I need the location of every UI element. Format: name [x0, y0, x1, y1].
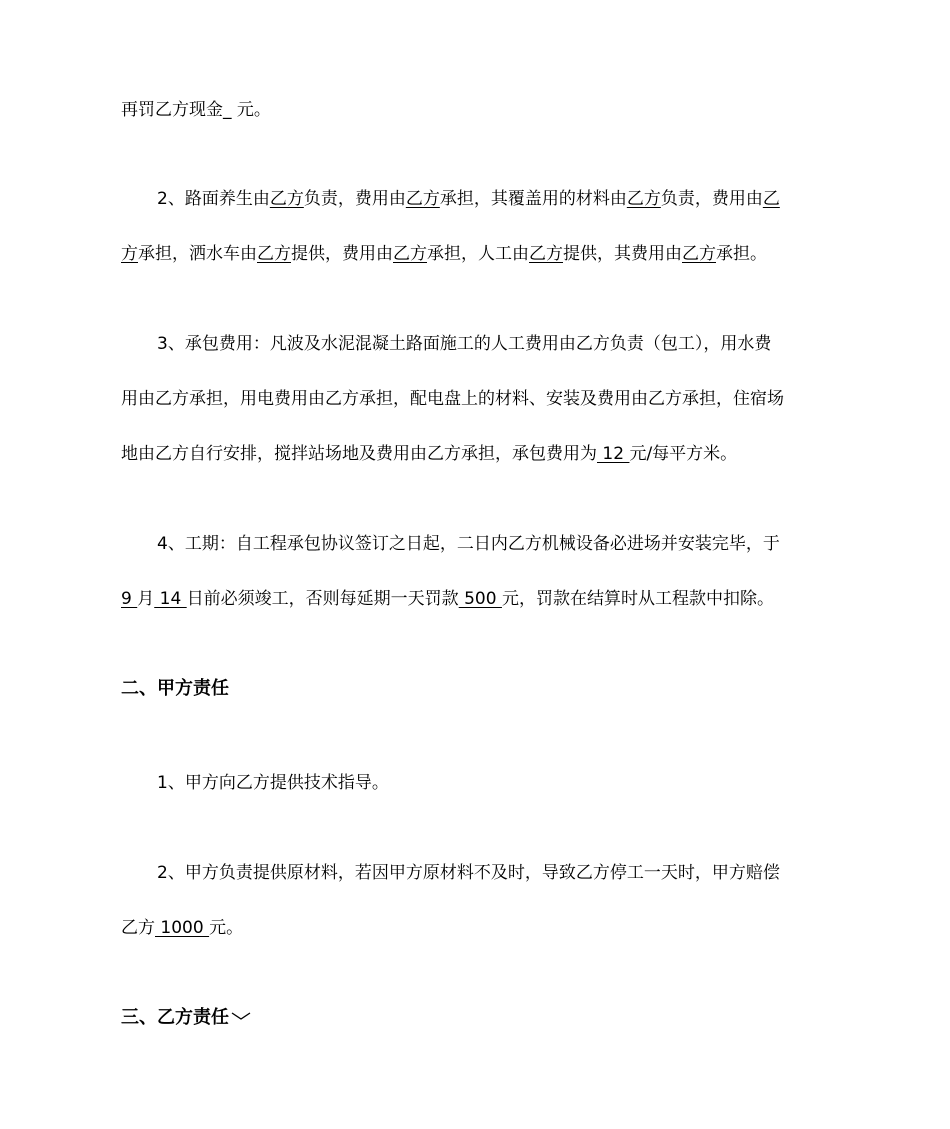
paragraph-line [157, 772, 389, 794]
underlined-term: 乙方 [682, 244, 716, 264]
underlined-value: 1000 [155, 918, 210, 938]
text-run: 月 [137, 589, 155, 609]
underlined-value: 9 [121, 589, 138, 609]
text-run: 承担，人工由 [427, 244, 529, 264]
underlined-value: 14 [154, 589, 187, 609]
text-run: 4、工期：自工程承包协议签订之日起，二日内乙方机械设备必进场并安装完毕，于 [157, 534, 780, 554]
heading-text: 三、乙方责任 [121, 1007, 229, 1028]
paragraph-line [121, 443, 737, 465]
text-run: 提供，其费用由 [563, 244, 682, 264]
underlined-term: 乙方 [269, 189, 304, 209]
text-run: 元/每平方米。 [629, 444, 738, 464]
text-run: 再罚乙方现金_ 元。 [121, 100, 271, 120]
paragraph-line [121, 388, 784, 410]
text-run: 日前必须竣工，否则每延期一天罚款 [186, 589, 459, 609]
underlined-term: 乙方 [257, 244, 291, 264]
paragraph-line [121, 99, 271, 121]
paragraph-line [121, 917, 243, 939]
paragraph-line [121, 588, 774, 610]
text-run: 承担，洒水车由 [138, 244, 257, 264]
text-run: 1、甲方向乙方提供技术指导。 [157, 773, 389, 793]
text-run: 提供，费用由 [291, 244, 393, 264]
paragraph-line [157, 533, 780, 555]
text-run: 乙方 [121, 918, 155, 938]
text-run: 元，罚款在结算时从工程款中扣除。 [501, 589, 774, 609]
heading-text: 二、甲方责任 [121, 678, 229, 699]
underlined-term: 乙方 [529, 244, 563, 264]
section-heading [121, 1007, 252, 1029]
text-run: 2、甲方负责提供原材料，若因甲方原材料不及时，导致乙方停工一天时，甲方赔偿 [157, 863, 780, 883]
underlined-term: 乙方 [626, 189, 661, 209]
text-run: 地由乙方自行安排，搅拌站场地及费用由乙方承担，承包费用为 [121, 444, 597, 464]
underlined-value: 12 [597, 444, 630, 464]
underlined-value: 500 [458, 589, 502, 609]
text-run: 承担。 [716, 244, 767, 264]
text-run: 承担，其覆盖用的材料由 [439, 189, 627, 209]
paragraph-line [121, 243, 767, 265]
underlined-term: 乙方 [405, 189, 440, 209]
text-run: 2、路面养生由 [157, 189, 270, 209]
text-run: 3、承包费用：凡波及水泥混凝土路面施工的人工费用由乙方负责（包工），用水费 [157, 334, 772, 354]
text-run: 负责，费用由 [660, 189, 763, 209]
underlined-term: 方 [121, 244, 138, 264]
caret-down-icon [230, 1007, 252, 1019]
text-run: 用由乙方承担，用电费用由乙方承担，配电盘上的材料、安装及费用由乙方承担，住宿场 [121, 389, 784, 409]
underlined-term: 乙 [762, 189, 780, 209]
paragraph-line [157, 188, 780, 210]
section-heading [121, 678, 229, 700]
text-run: 元。 [209, 918, 244, 938]
paragraph-line [157, 333, 771, 355]
underlined-term: 乙方 [393, 244, 427, 264]
text-run: 负责，费用由 [303, 189, 406, 209]
paragraph-line [157, 862, 780, 884]
